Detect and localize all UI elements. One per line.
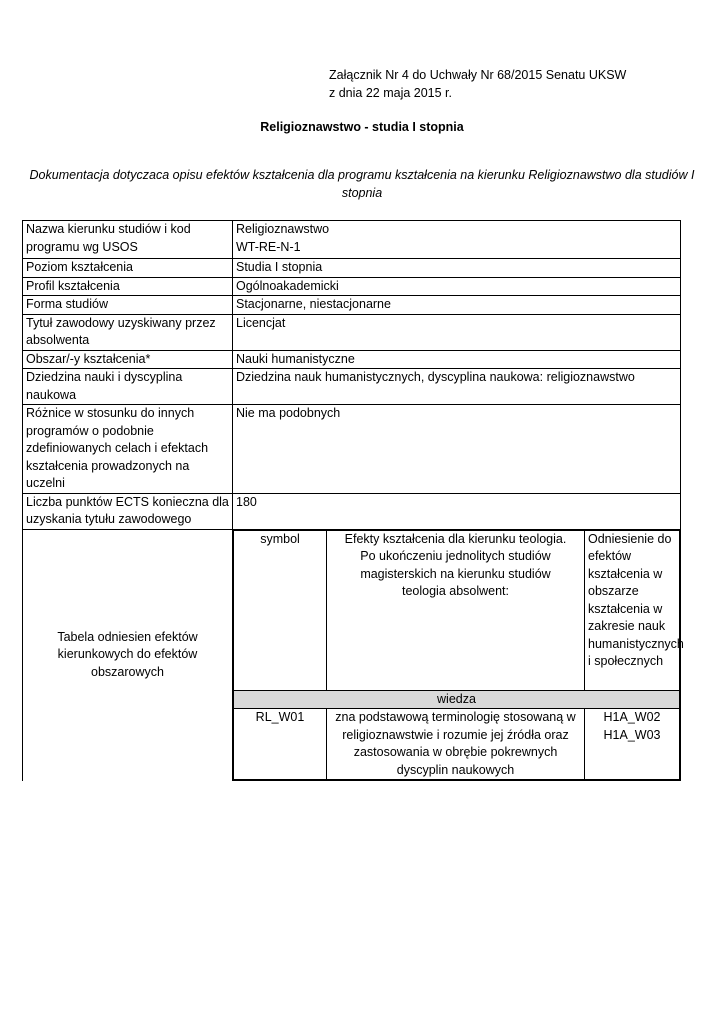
row-label: Obszar/-y kształcenia* xyxy=(23,350,233,369)
row-label: Liczba punktów ECTS konieczna dla uzyskania tytułu zawodowego xyxy=(23,493,233,529)
row-value: Ogólnoakademicki xyxy=(233,277,681,296)
program-name: Religioznawstwo xyxy=(236,222,330,236)
effects-cell xyxy=(233,529,684,781)
table-row xyxy=(23,369,681,405)
header-annex-line: Załącznik Nr 4 do Uchwały Nr 68/2015 Senatu UKSW xyxy=(329,68,627,82)
table-row xyxy=(23,259,681,278)
reference-column-header: Odniesienie do efektów kształcenia w obszarze kształcenia w zakresie nauk humanistycznych i społecznych xyxy=(585,530,680,690)
header-date-line: z dnia 22 maja 2015 r. xyxy=(329,86,452,100)
row-value: Studia I stopnia xyxy=(233,259,681,278)
row-value xyxy=(233,221,681,259)
symbol-column-header: symbol xyxy=(234,530,327,690)
table-row xyxy=(234,709,680,780)
section-row xyxy=(234,690,680,709)
row-value: 180 xyxy=(233,493,681,529)
row-label: Nazwa kierunku studiów i kod programu wg USOS xyxy=(23,221,233,259)
effect-text: zna podstawową terminologię stosowaną w religioznawstwie i rozumie jej źródła oraz zastosowania w obrębie pokrewnych dyscyplin naukowych xyxy=(327,709,585,780)
table-row xyxy=(23,314,681,350)
effects-table-label: Tabela odniesien efektów kierunkowych do efektów obszarowych xyxy=(23,529,233,781)
effects-header-row xyxy=(234,530,680,690)
row-label: Dziedzina nauki i dyscyplina naukowa xyxy=(23,369,233,405)
table-row xyxy=(23,221,681,259)
table-row xyxy=(23,350,681,369)
table-row xyxy=(23,405,681,494)
table-row xyxy=(23,277,681,296)
program-code: WT-RE-N-1 xyxy=(236,239,301,254)
table-row xyxy=(23,529,681,781)
row-value: Nauki humanistyczne xyxy=(233,350,681,369)
effects-table xyxy=(233,530,684,781)
effect-reference xyxy=(585,709,680,780)
row-label: Profil kształcenia xyxy=(23,277,233,296)
row-label: Poziom kształcenia xyxy=(23,259,233,278)
effects-column-header: Efekty kształcenia dla kierunku teologia. Po ukończeniu jednolitych studiów magisterskich na kierunku studiów teologia absolwent: xyxy=(327,530,585,690)
program-table xyxy=(22,220,684,781)
reference-code: H1A_W03 xyxy=(603,727,661,742)
section-wiedza: wiedza xyxy=(234,690,680,709)
table-row xyxy=(23,493,681,529)
row-value: Stacjonarne, niestacjonarne xyxy=(233,296,681,315)
row-value: Dziedzina nauk humanistycznych, dyscyplina naukowa: religioznawstwo xyxy=(233,369,681,405)
table-row xyxy=(23,296,681,315)
row-label: Tytuł zawodowy uzyskiwany przez absolwenta xyxy=(23,314,233,350)
effect-symbol: RL_W01 xyxy=(234,709,327,780)
row-label: Różnice w stosunku do innych programów o podobnie zdefiniowanych celach i efektach kształcenia prowadzonych na uczelni xyxy=(23,405,233,494)
document-description: Dokumentacja dotyczaca opisu efektów kształcenia dla programu kształcenia na kierunku Religioznawstwo dla studiów I stopnia xyxy=(29,168,695,200)
reference-code: H1A_W02 xyxy=(603,710,661,724)
row-label: Forma studiów xyxy=(23,296,233,315)
row-value: Nie ma podobnych xyxy=(233,405,681,494)
row-value: Licencjat xyxy=(233,314,681,350)
page-title: Religioznawstwo - studia I stopnia xyxy=(260,120,464,134)
